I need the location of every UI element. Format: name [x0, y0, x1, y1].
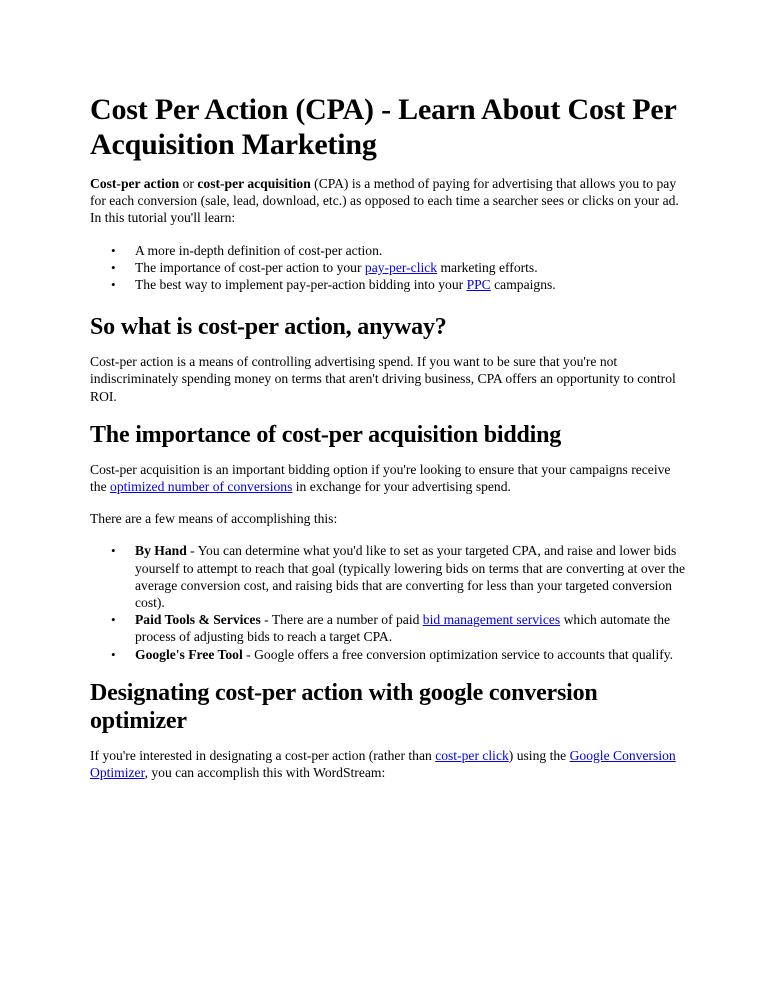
means-intro-paragraph: There are a few means of accomplishing this:: [90, 511, 338, 527]
article: [90, 92, 690, 796]
term-cost-per-acquisition: cost-per acquisition: [197, 176, 311, 191]
list-item: [135, 242, 690, 259]
designating-paragraph: [90, 747, 690, 781]
paragraph-text: , you can accomplish this with WordStream:: [144, 765, 386, 781]
list-item-text: which automate the process of adjusting bids to reach a target CPA.: [135, 612, 671, 645]
list-item-text: campaigns.: [490, 277, 556, 293]
list-item-text: marketing efforts.: [437, 259, 538, 275]
means-label-by-hand: By Hand: [135, 543, 187, 559]
means-label-paid-tools: Paid Tools & Services: [135, 612, 261, 628]
list-item-text: - You can determine what you'd like to set as your targeted CPA, and raise and lower bids yourself to attempt to reach that goal (typically lowering bids on terms that are converting at over the average conversion cost, and raising bids that are converting for less than your targeted conversion cost).: [135, 543, 685, 611]
means-list: [90, 542, 690, 662]
section-heading-designating: Designating cost-per action with google conversion optimizer: [90, 679, 598, 734]
list-item: [135, 259, 690, 276]
list-item-text: - Google offers a free conversion optimization service to accounts that qualify.: [242, 646, 674, 662]
list-item: [135, 611, 690, 645]
pay-per-click-link[interactable]: pay-per-click: [364, 259, 438, 275]
cost-per-click-link[interactable]: cost-per click: [435, 747, 509, 763]
ppc-link[interactable]: PPC: [466, 277, 491, 293]
bid-management-services-link[interactable]: bid management services: [422, 612, 561, 628]
list-item-text: - There are a number of paid: [260, 612, 423, 628]
list-item: [135, 542, 690, 611]
paragraph-text: Cost-per acquisition is an important bidding option if you're looking to ensure that your campaigns receive the: [90, 461, 671, 495]
importance-paragraph: [90, 461, 690, 495]
google-conversion-optimizer-link[interactable]: Google Conversion Optimizer: [90, 747, 676, 781]
paragraph-text: ) using the: [508, 747, 570, 763]
page-title: Cost Per Action (CPA) - Learn About Cost Per Acquisition Marketing: [90, 93, 677, 161]
intro-paragraph: [90, 175, 690, 227]
paragraph-text: in exchange for your advertising spend.: [292, 479, 511, 495]
optimized-conversions-link[interactable]: optimized number of conversions: [110, 479, 293, 495]
list-item-text: The best way to implement pay-per-action bidding into your: [135, 277, 467, 293]
means-label-google-tool: Google's Free Tool: [135, 646, 243, 662]
list-item: [135, 646, 690, 663]
intro-rest: (CPA) is a method of paying for advertising that allows you to pay for each conversion (sale, lead, download, etc.) as opposed to each time a searcher sees or clicks on your ad. In this tutorial you'll learn:: [90, 176, 679, 226]
list-item-text: A more in-depth definition of cost-per action.: [135, 242, 383, 258]
list-item-text: The importance of cost-per action to your: [135, 259, 365, 275]
list-item: [135, 276, 690, 293]
intro-or: or: [179, 176, 198, 191]
paragraph-text: If you're interested in designating a cost-per action (rather than: [90, 747, 436, 763]
section-heading-what-is-cpa: So what is cost-per action, anyway?: [90, 314, 447, 341]
term-cost-per-action: Cost-per action: [90, 176, 180, 191]
what-is-cpa-paragraph: Cost-per action is a means of controlling advertising spend. If you want to be sure that you're not indiscriminately spending money on terms that aren't driving business, CPA offers an opportunity to control ROI.: [90, 354, 676, 404]
section-heading-importance: The importance of cost-per acquisition bidding: [90, 421, 562, 448]
learn-list: [90, 242, 690, 294]
